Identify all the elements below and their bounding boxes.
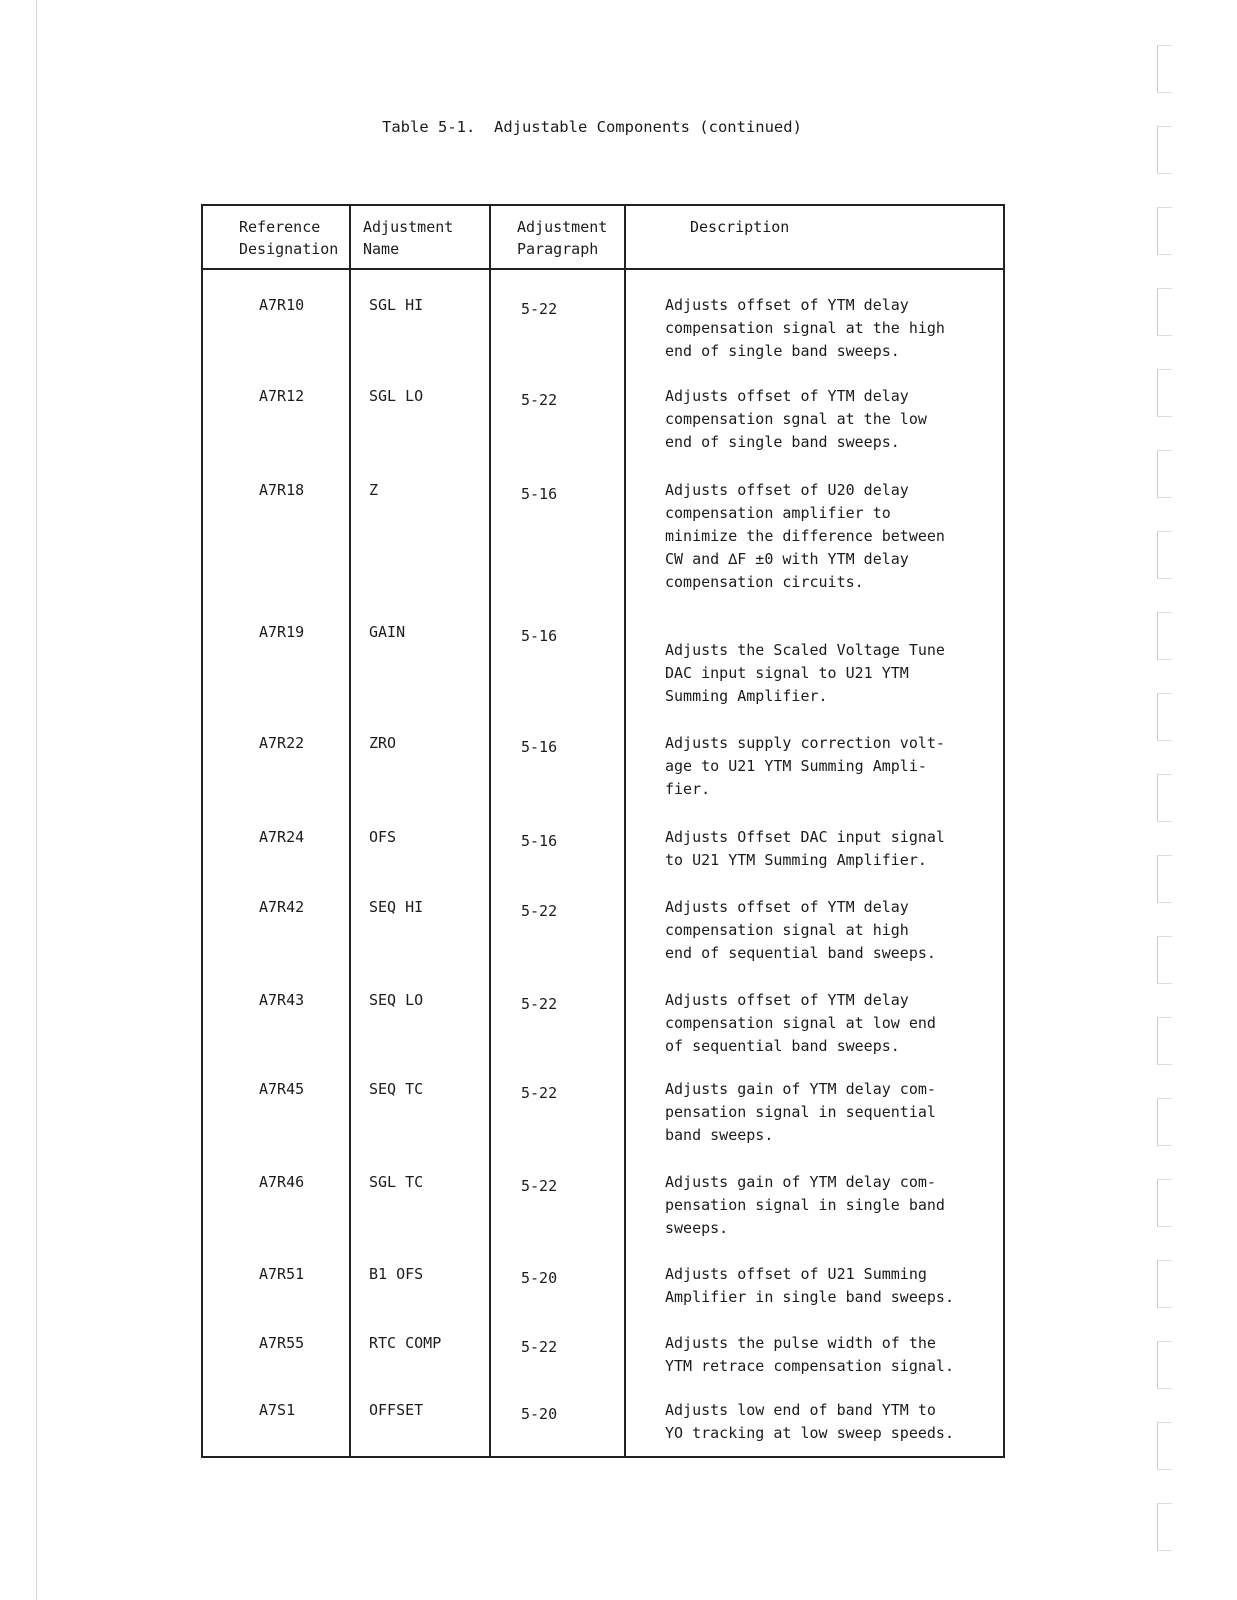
cell-description: Adjusts gain of YTM delay com- pensation signal in sequential band sweeps.: [665, 1080, 936, 1144]
header-description: Description: [690, 218, 790, 236]
binding-mark: [1157, 45, 1172, 93]
cell-description: Adjusts supply correction volt- age to U21 YTM Summing Ampli- fier.: [665, 734, 945, 798]
cell-adjustment-paragraph: 5-16: [521, 627, 558, 645]
binding-mark: [1157, 531, 1172, 579]
cell-reference-designation: A7R51: [259, 1265, 305, 1283]
cell-description: Adjusts offset of U21 Summing Amplifier in single band sweeps.: [665, 1265, 954, 1306]
cell-adjustment-name: ZRO: [369, 734, 397, 752]
header-reference-designation: Reference Designation: [239, 218, 339, 258]
binding-mark: [1157, 1260, 1172, 1308]
cell-adjustment-name: SGL HI: [369, 296, 424, 314]
binding-mark: [1157, 774, 1172, 822]
cell-adjustment-name: OFS: [369, 828, 397, 846]
cell-reference-designation: A7R55: [259, 1334, 305, 1352]
binding-mark: [1157, 1017, 1172, 1065]
binding-mark: [1157, 693, 1172, 741]
binding-mark: [1157, 1503, 1172, 1551]
column-divider-3: [624, 206, 626, 1456]
cell-description: Adjusts low end of band YTM to YO tracking at low sweep speeds.: [665, 1401, 954, 1442]
binding-mark: [1157, 207, 1172, 255]
binding-mark: [1157, 1098, 1172, 1146]
cell-adjustment-paragraph: 5-22: [521, 1177, 558, 1195]
cell-reference-designation: A7R12: [259, 387, 305, 405]
header-adjustment-name: Adjustment Name: [363, 218, 454, 258]
cell-adjustment-paragraph: 5-16: [521, 832, 558, 850]
cell-reference-designation: A7S1: [259, 1401, 296, 1419]
cell-adjustment-paragraph: 5-20: [521, 1269, 558, 1287]
cell-adjustment-name: SEQ HI: [369, 898, 424, 916]
cell-adjustment-paragraph: 5-22: [521, 391, 558, 409]
binding-mark: [1157, 612, 1172, 660]
binding-mark: [1157, 1179, 1172, 1227]
column-divider-1: [349, 206, 351, 1456]
cell-reference-designation: A7R43: [259, 991, 305, 1009]
cell-reference-designation: A7R24: [259, 828, 305, 846]
cell-reference-designation: A7R18: [259, 481, 305, 499]
adjustable-components-table: [201, 204, 1005, 1458]
cell-adjustment-name: SGL TC: [369, 1173, 424, 1191]
table-caption: Table 5-1. Adjustable Components (continued): [382, 118, 802, 136]
cell-adjustment-name: SEQ LO: [369, 991, 424, 1009]
cell-adjustment-name: OFFSET: [369, 1401, 424, 1419]
binding-mark: [1157, 126, 1172, 174]
binding-mark: [1157, 1422, 1172, 1470]
cell-reference-designation: A7R46: [259, 1173, 305, 1191]
cell-reference-designation: A7R45: [259, 1080, 305, 1098]
cell-reference-designation: A7R22: [259, 734, 305, 752]
cell-description: Adjusts offset of YTM delay compensation signal at the high end of single band sweeps.: [665, 296, 945, 360]
cell-description: Adjusts offset of YTM delay compensation signal at high end of sequential band sweeps.: [665, 898, 936, 962]
cell-description: Adjusts gain of YTM delay com- pensation signal in single band sweeps.: [665, 1173, 945, 1237]
left-margin-rule: [36, 0, 37, 1600]
cell-reference-designation: A7R19: [259, 623, 305, 641]
cell-adjustment-name: RTC COMP: [369, 1334, 442, 1352]
binding-mark: [1157, 936, 1172, 984]
column-divider-2: [489, 206, 491, 1456]
header-rule: [203, 268, 1003, 270]
binding-mark: [1157, 1341, 1172, 1389]
cell-adjustment-paragraph: 5-22: [521, 1338, 558, 1356]
cell-description: Adjusts offset of U20 delay compensation amplifier to minimize the difference between CW and ∆F ±0 with YTM delay compensation circuits.: [665, 481, 945, 591]
cell-reference-designation: A7R10: [259, 296, 305, 314]
cell-adjustment-paragraph: 5-22: [521, 902, 558, 920]
cell-reference-designation: A7R42: [259, 898, 305, 916]
cell-adjustment-paragraph: 5-16: [521, 738, 558, 756]
cell-description: Adjusts Offset DAC input signal to U21 YTM Summing Amplifier.: [665, 828, 945, 869]
cell-adjustment-name: Z: [369, 481, 379, 499]
cell-adjustment-name: GAIN: [369, 623, 406, 641]
cell-adjustment-name: SEQ TC: [369, 1080, 424, 1098]
cell-adjustment-paragraph: 5-22: [521, 1084, 558, 1102]
cell-adjustment-paragraph: 5-20: [521, 1405, 558, 1423]
cell-adjustment-name: B1 OFS: [369, 1265, 424, 1283]
binding-mark: [1157, 288, 1172, 336]
binding-marks: [1157, 45, 1177, 1565]
cell-description: Adjusts offset of YTM delay compensation signal at low end of sequential band sweeps.: [665, 991, 936, 1055]
cell-adjustment-name: SGL LO: [369, 387, 424, 405]
header-adjustment-paragraph: Adjustment Paragraph: [517, 218, 608, 258]
cell-description: Adjusts offset of YTM delay compensation sgnal at the low end of single band sweeps.: [665, 387, 927, 451]
cell-adjustment-paragraph: 5-22: [521, 995, 558, 1013]
binding-mark: [1157, 855, 1172, 903]
binding-mark: [1157, 450, 1172, 498]
cell-description: Adjusts the pulse width of the YTM retrace compensation signal.: [665, 1334, 954, 1375]
cell-adjustment-paragraph: 5-16: [521, 485, 558, 503]
cell-description: Adjusts the Scaled Voltage Tune DAC input signal to U21 YTM Summing Amplifier.: [665, 641, 945, 705]
cell-adjustment-paragraph: 5-22: [521, 300, 558, 318]
binding-mark: [1157, 369, 1172, 417]
